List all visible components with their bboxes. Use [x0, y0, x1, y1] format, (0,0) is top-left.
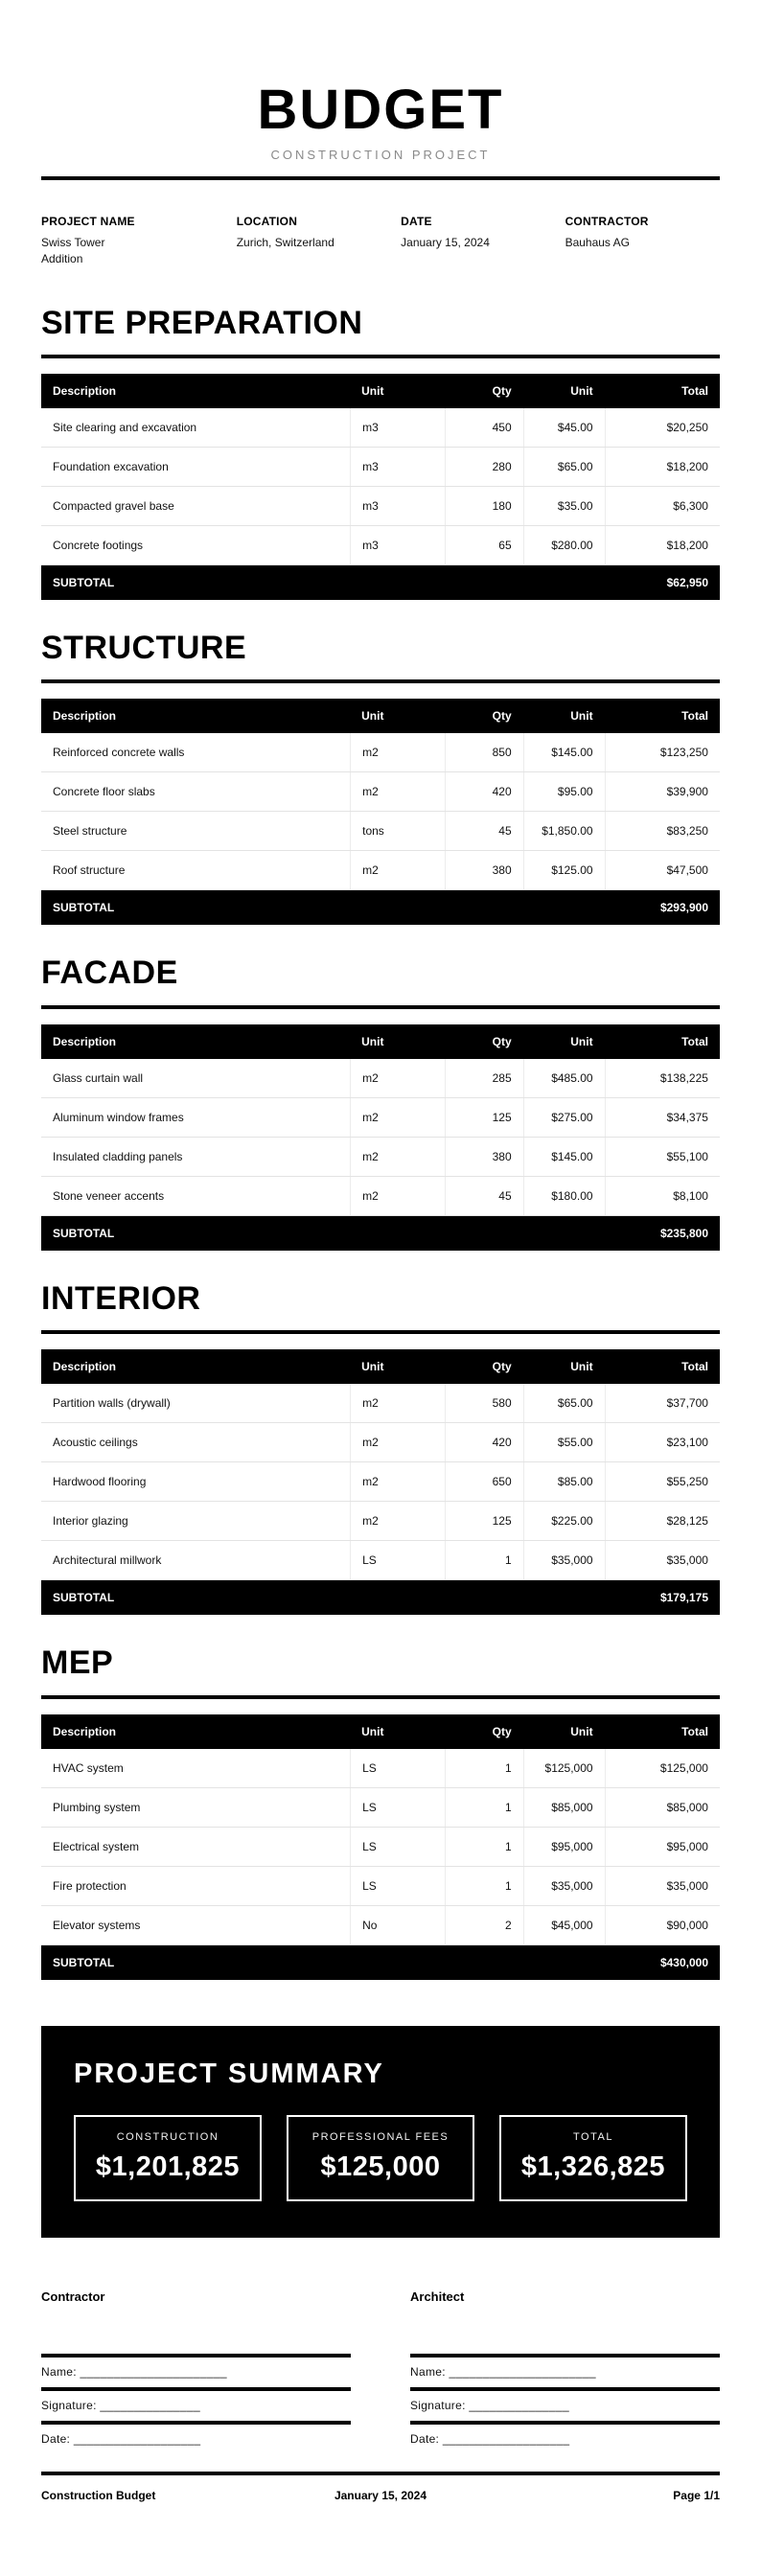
budget-table: [41, 1349, 720, 1615]
project-info-label: CONTRACTOR: [565, 215, 649, 228]
subtotal-label: SUBTOTAL: [53, 1955, 115, 1969]
table-body: [41, 1384, 720, 1580]
cell-description: Concrete footings: [53, 538, 144, 552]
cell-unit-price: $485.00: [523, 1059, 605, 1097]
table-column-header: Description: [53, 1034, 117, 1048]
cell-description: HVAC system: [53, 1760, 124, 1775]
signature-party: [41, 2289, 351, 2454]
table-row: [41, 1867, 720, 1906]
table-column-header: Total: [681, 383, 708, 398]
cell-unit: m2: [350, 1502, 445, 1540]
subtotal-value: $293,900: [659, 901, 708, 915]
table-row: [41, 1502, 720, 1541]
footer-date: January 15, 2024: [334, 2488, 427, 2502]
table-row: [41, 772, 720, 812]
cell-total: $8,100: [605, 1177, 720, 1215]
summary-box: [287, 2115, 474, 2201]
table-row: [41, 1059, 720, 1098]
summary-box: [74, 2115, 262, 2201]
cell-unit-price: $45,000: [523, 1906, 605, 1944]
budget-section: [41, 955, 720, 1250]
cell-total: $95,000: [605, 1828, 720, 1866]
project-info-value: Swiss Tower Addition: [41, 236, 105, 265]
project-summary-title: PROJECT SUMMARY: [74, 2058, 384, 2089]
cell-description: Stone veneer accents: [53, 1188, 165, 1203]
cell-unit-price: $125.00: [523, 851, 605, 889]
table-row: [41, 1423, 720, 1462]
cell-unit-price: $65.00: [523, 448, 605, 486]
summary-box-label: PROFESSIONAL FEES: [311, 2130, 450, 2143]
signature-fields: [410, 2354, 720, 2454]
cell-unit-price: $145.00: [523, 733, 605, 771]
cell-unit-price: $55.00: [523, 1423, 605, 1461]
cell-unit: m2: [350, 851, 445, 889]
cell-total: $23,100: [605, 1423, 720, 1461]
cell-description: Elevator systems: [53, 1918, 141, 1932]
table-body: [41, 1749, 720, 1945]
cell-total: $125,000: [605, 1749, 720, 1787]
cell-description: Interior glazing: [53, 1514, 128, 1529]
table-column-header: Total: [681, 1360, 708, 1374]
section-divider: [41, 1330, 720, 1334]
cell-qty: 1: [445, 1749, 522, 1787]
table-column-header: Unit: [361, 1034, 384, 1048]
summary-box-label: CONSTRUCTION: [116, 2130, 219, 2143]
section-divider: [41, 355, 720, 358]
cell-unit-price: $1,850.00: [523, 812, 605, 850]
section-divider: [41, 1695, 720, 1699]
cell-qty: 1: [445, 1541, 522, 1579]
cell-unit-price: $85,000: [523, 1788, 605, 1827]
table-row: [41, 733, 720, 772]
table-column-header: Qty: [492, 709, 512, 724]
budget-section: [41, 631, 720, 925]
cell-description: Acoustic ceilings: [53, 1436, 138, 1450]
cell-unit: m2: [350, 1177, 445, 1215]
table-column-header: Unit: [570, 1360, 593, 1374]
table-header-row: [41, 1349, 720, 1384]
project-info-value: Bauhaus AG: [565, 236, 630, 249]
document-footer: [41, 2472, 720, 2502]
cell-description: Roof structure: [53, 863, 126, 878]
cell-unit-price: $65.00: [523, 1384, 605, 1422]
table-column-header: Qty: [492, 1360, 512, 1374]
footer-page-number: Page 1/1: [673, 2488, 720, 2502]
page-subtitle: CONSTRUCTION PROJECT: [270, 148, 491, 162]
table-row: [41, 1384, 720, 1423]
cell-qty: 45: [445, 812, 522, 850]
table-row: [41, 1906, 720, 1945]
table-body: [41, 1059, 720, 1216]
cell-unit-price: $225.00: [523, 1502, 605, 1540]
signature-field: Date: ___________________: [410, 2421, 720, 2454]
cell-unit: LS: [350, 1541, 445, 1579]
cell-unit-price: $145.00: [523, 1138, 605, 1176]
budget-table: [41, 1024, 720, 1251]
project-info-value: January 15, 2024: [401, 236, 490, 249]
section-divider: [41, 679, 720, 683]
table-column-header: Unit: [570, 709, 593, 724]
table-row: [41, 851, 720, 890]
cell-qty: 580: [445, 1384, 522, 1422]
summary-box: [499, 2115, 687, 2201]
cell-description: Reinforced concrete walls: [53, 746, 185, 760]
cell-total: $90,000: [605, 1906, 720, 1944]
cell-description: Insulated cladding panels: [53, 1149, 183, 1163]
cell-unit: m2: [350, 1423, 445, 1461]
table-column-header: Total: [681, 1034, 708, 1048]
cell-qty: 280: [445, 448, 522, 486]
cell-unit-price: $85.00: [523, 1462, 605, 1501]
budget-table: [41, 699, 720, 925]
cell-unit-price: $95.00: [523, 772, 605, 811]
cell-total: $35,000: [605, 1541, 720, 1579]
cell-qty: 1: [445, 1828, 522, 1866]
project-info-value: Zurich, Switzerland: [236, 236, 334, 249]
table-column-header: Unit: [361, 709, 384, 724]
table-column-header: Unit: [570, 1724, 593, 1738]
cell-qty: 1: [445, 1867, 522, 1905]
cell-unit: m3: [350, 448, 445, 486]
cell-description: Fire protection: [53, 1878, 127, 1893]
table-row: [41, 408, 720, 448]
subtotal-value: $179,175: [659, 1591, 708, 1605]
cell-unit-price: $35,000: [523, 1867, 605, 1905]
cell-total: $18,200: [605, 448, 720, 486]
project-info-field: [237, 215, 391, 267]
table-column-header: Description: [53, 1724, 117, 1738]
subtotal-row: [41, 1945, 720, 1980]
cell-total: $20,250: [605, 408, 720, 447]
table-row: [41, 1788, 720, 1828]
section-divider: [41, 1005, 720, 1009]
project-info-label: LOCATION: [236, 215, 298, 228]
table-column-header: Unit: [361, 383, 384, 398]
table-column-header: Description: [53, 709, 117, 724]
cell-qty: 450: [445, 408, 522, 447]
summary-box-value: $1,326,825: [520, 2150, 666, 2182]
cell-unit: No: [350, 1906, 445, 1944]
summary-boxes: [74, 2115, 687, 2201]
cell-description: Plumbing system: [53, 1800, 141, 1814]
table-row: [41, 1541, 720, 1580]
table-column-header: Total: [681, 709, 708, 724]
cell-total: $85,000: [605, 1788, 720, 1827]
document-header: [41, 79, 720, 180]
cell-unit-price: $45.00: [523, 408, 605, 447]
section-title: SITE PREPARATION: [41, 304, 363, 341]
table-row: [41, 1177, 720, 1216]
cell-unit: m2: [350, 772, 445, 811]
table-body: [41, 408, 720, 565]
project-summary: [41, 2026, 720, 2238]
header-divider: [41, 176, 720, 180]
cell-qty: 125: [445, 1098, 522, 1137]
table-column-header: Qty: [492, 1724, 512, 1738]
table-header-row: [41, 1714, 720, 1749]
table-column-header: Qty: [492, 383, 512, 398]
cell-unit: m2: [350, 1098, 445, 1137]
project-info-field: [41, 215, 227, 267]
table-header-row: [41, 374, 720, 408]
cell-description: Site clearing and excavation: [53, 420, 197, 434]
cell-qty: 2: [445, 1906, 522, 1944]
subtotal-label: SUBTOTAL: [53, 1226, 115, 1240]
cell-qty: 45: [445, 1177, 522, 1215]
project-info-label: DATE: [401, 215, 432, 228]
budget-sections: [41, 306, 720, 1980]
cell-unit: m2: [350, 733, 445, 771]
subtotal-row: [41, 890, 720, 925]
table-body: [41, 733, 720, 890]
budget-section: [41, 306, 720, 600]
signature-field: Signature: _______________: [410, 2387, 720, 2421]
cell-unit-price: $275.00: [523, 1098, 605, 1137]
cell-description: Steel structure: [53, 824, 127, 839]
cell-qty: 380: [445, 851, 522, 889]
cell-qty: 125: [445, 1502, 522, 1540]
cell-qty: 65: [445, 526, 522, 564]
summary-box-label: TOTAL: [573, 2130, 613, 2143]
cell-unit: LS: [350, 1828, 445, 1866]
table-header-row: [41, 1024, 720, 1059]
cell-unit-price: $125,000: [523, 1749, 605, 1787]
summary-box-value: $1,201,825: [95, 2150, 241, 2182]
cell-unit: m3: [350, 408, 445, 447]
section-title: FACADE: [41, 954, 178, 992]
subtotal-row: [41, 1216, 720, 1251]
project-info-label: PROJECT NAME: [41, 215, 135, 228]
table-row: [41, 526, 720, 565]
table-header-row: [41, 699, 720, 733]
signature-block: [41, 2289, 720, 2454]
table-column-header: Unit: [361, 1360, 384, 1374]
table-row: [41, 1462, 720, 1502]
table-row: [41, 448, 720, 487]
cell-description: Electrical system: [53, 1839, 140, 1853]
cell-total: $28,125: [605, 1502, 720, 1540]
cell-unit: m3: [350, 487, 445, 525]
section-title: MEP: [41, 1644, 114, 1682]
section-title: INTERIOR: [41, 1279, 201, 1317]
cell-unit-price: $180.00: [523, 1177, 605, 1215]
subtotal-row: [41, 565, 720, 600]
cell-description: Glass curtain wall: [53, 1070, 144, 1085]
project-info: [41, 215, 720, 267]
signature-field: Name: ______________________: [410, 2354, 720, 2387]
cell-unit-price: $95,000: [523, 1828, 605, 1866]
cell-total: $55,250: [605, 1462, 720, 1501]
subtotal-label: SUBTOTAL: [53, 1591, 115, 1605]
table-column-header: Description: [53, 1360, 117, 1374]
signature-field: Signature: _______________: [41, 2387, 351, 2421]
cell-description: Compacted gravel base: [53, 498, 174, 513]
cell-description: Foundation excavation: [53, 459, 169, 473]
signature-party: [410, 2289, 720, 2454]
cell-description: Hardwood flooring: [53, 1475, 147, 1489]
table-column-header: Description: [53, 383, 117, 398]
section-title: STRUCTURE: [41, 629, 247, 666]
cell-description: Partition walls (drywall): [53, 1396, 171, 1411]
footer-document-name: Construction Budget: [41, 2488, 156, 2502]
subtotal-label: SUBTOTAL: [53, 901, 115, 915]
budget-section: [41, 1281, 720, 1615]
table-row: [41, 1138, 720, 1177]
table-column-header: Qty: [492, 1034, 512, 1048]
cell-unit-price: $35.00: [523, 487, 605, 525]
cell-unit: m2: [350, 1059, 445, 1097]
cell-description: Aluminum window frames: [53, 1110, 184, 1124]
cell-qty: 1: [445, 1788, 522, 1827]
cell-unit: m2: [350, 1138, 445, 1176]
cell-qty: 850: [445, 733, 522, 771]
table-column-header: Unit: [570, 1034, 593, 1048]
cell-qty: 380: [445, 1138, 522, 1176]
table-column-header: Total: [681, 1724, 708, 1738]
cell-qty: 180: [445, 487, 522, 525]
cell-unit: LS: [350, 1788, 445, 1827]
signature-party-title: Contractor: [41, 2288, 105, 2304]
cell-unit: LS: [350, 1867, 445, 1905]
budget-table: [41, 374, 720, 600]
table-column-header: Unit: [570, 383, 593, 398]
cell-qty: 420: [445, 772, 522, 811]
project-info-field: [401, 215, 555, 267]
subtotal-value: $235,800: [659, 1226, 708, 1240]
signature-fields: [41, 2354, 351, 2454]
table-row: [41, 812, 720, 851]
cell-unit-price: $35,000: [523, 1541, 605, 1579]
cell-description: Architectural millwork: [53, 1553, 162, 1568]
budget-section: [41, 1645, 720, 1979]
cell-unit: LS: [350, 1749, 445, 1787]
cell-total: $39,900: [605, 772, 720, 811]
budget-table: [41, 1714, 720, 1980]
table-row: [41, 1098, 720, 1138]
cell-total: $35,000: [605, 1867, 720, 1905]
table-column-header: Unit: [361, 1724, 384, 1738]
signature-field: Name: ______________________: [41, 2354, 351, 2387]
cell-unit: m3: [350, 526, 445, 564]
table-row: [41, 487, 720, 526]
cell-unit: m2: [350, 1462, 445, 1501]
cell-qty: 420: [445, 1423, 522, 1461]
cell-qty: 285: [445, 1059, 522, 1097]
cell-unit: tons: [350, 812, 445, 850]
cell-total: $47,500: [605, 851, 720, 889]
footer-divider: [41, 2472, 720, 2475]
subtotal-value: $62,950: [666, 575, 708, 589]
cell-unit: m2: [350, 1384, 445, 1422]
page-title: BUDGET: [257, 79, 504, 141]
cell-total: $138,225: [605, 1059, 720, 1097]
signature-party-title: Architect: [410, 2288, 465, 2304]
subtotal-value: $430,000: [659, 1955, 708, 1969]
cell-description: Concrete floor slabs: [53, 785, 155, 799]
subtotal-label: SUBTOTAL: [53, 575, 115, 589]
cell-total: $37,700: [605, 1384, 720, 1422]
cell-total: $83,250: [605, 812, 720, 850]
cell-total: $34,375: [605, 1098, 720, 1137]
cell-total: $18,200: [605, 526, 720, 564]
cell-total: $123,250: [605, 733, 720, 771]
subtotal-row: [41, 1580, 720, 1615]
table-row: [41, 1828, 720, 1867]
cell-qty: 650: [445, 1462, 522, 1501]
cell-total: $6,300: [605, 487, 720, 525]
cell-total: $55,100: [605, 1138, 720, 1176]
footer-row: [41, 2489, 720, 2502]
summary-box-value: $125,000: [320, 2150, 441, 2182]
signature-field: Date: ___________________: [41, 2421, 351, 2454]
cell-unit-price: $280.00: [523, 526, 605, 564]
table-row: [41, 1749, 720, 1788]
project-info-field: [565, 215, 720, 267]
